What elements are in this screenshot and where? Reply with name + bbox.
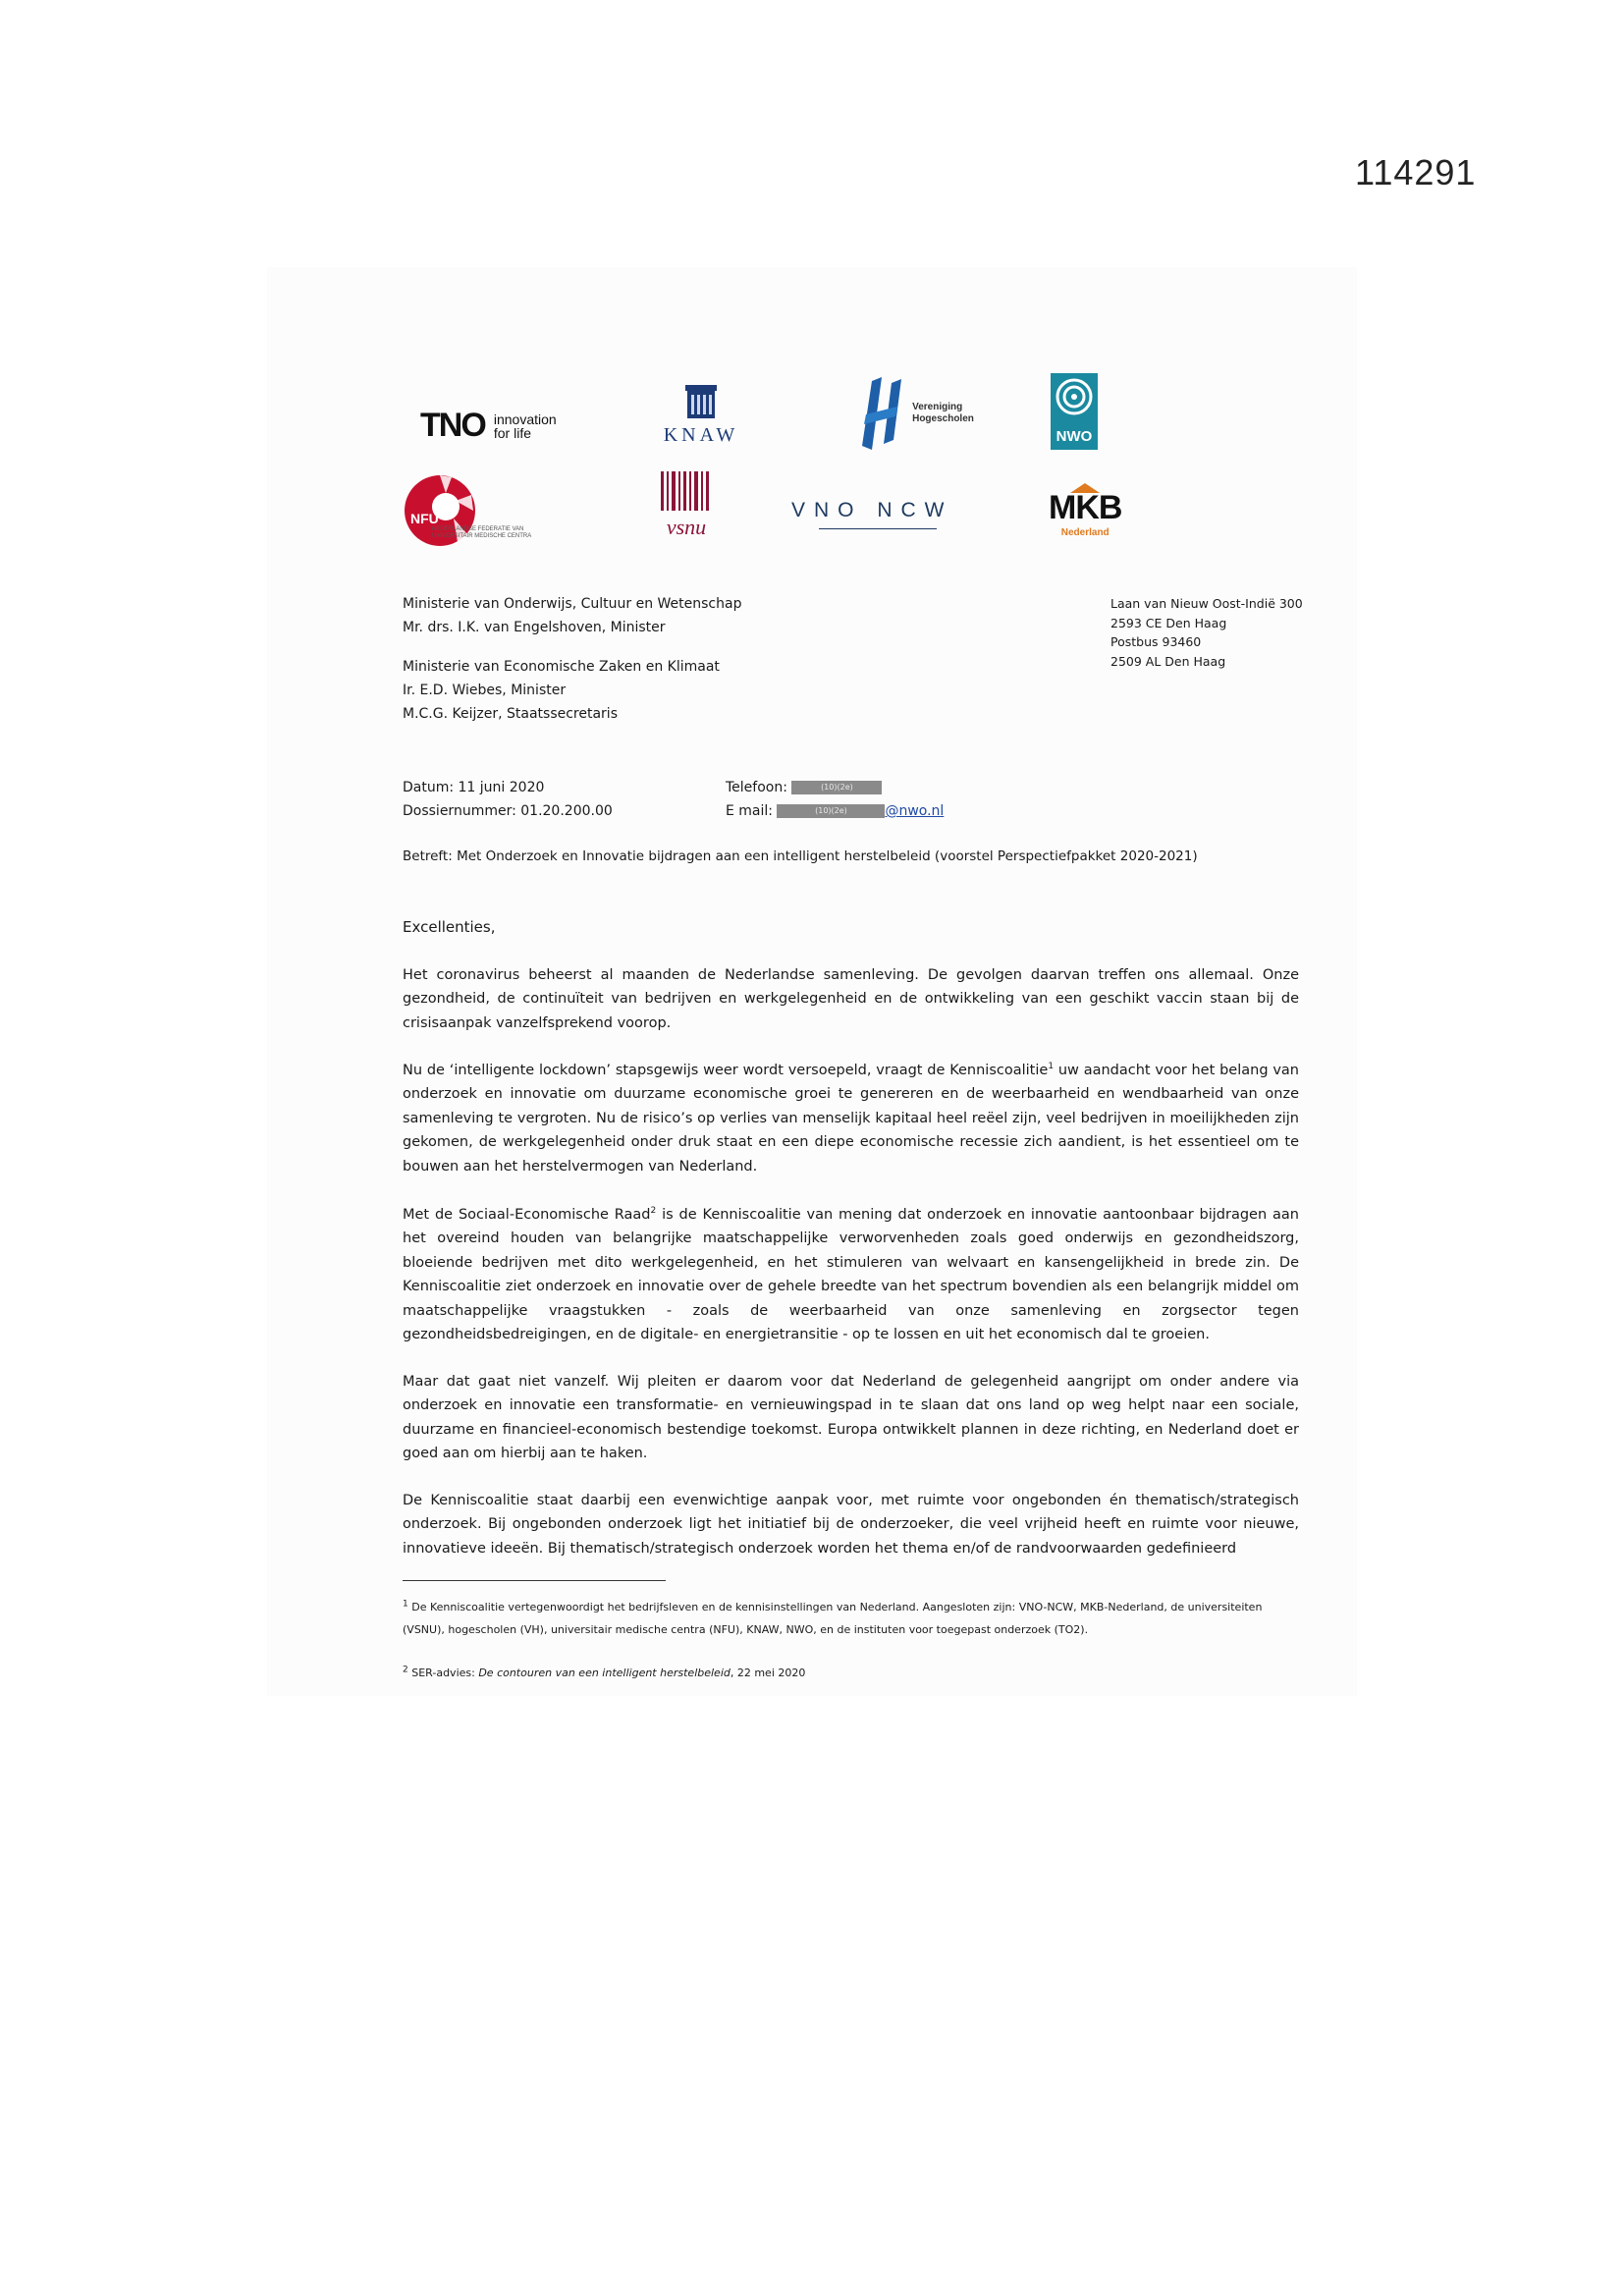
- nwo-swirl-icon: [1051, 373, 1098, 424]
- recipient-line: M.C.G. Keijzer, Staatssecretaris: [403, 706, 618, 722]
- nfu-mark: NFU: [410, 511, 439, 526]
- vno-ncw-logo: [791, 499, 953, 529]
- sender-address: [1110, 594, 1303, 671]
- date-line: Datum: 11 juni 2020: [403, 780, 545, 795]
- address-line: Laan van Nieuw Oost-Indië 300: [1110, 596, 1303, 611]
- tno-mark: TNO: [420, 407, 485, 444]
- nwo-label: NWO: [1056, 428, 1093, 445]
- address-line: Postbus 93460: [1110, 634, 1202, 649]
- vh-h-icon: [858, 377, 903, 450]
- vh-line-1: Vereniging: [912, 402, 963, 412]
- footnote-text: De Kenniscoalitie vertegenwoordigt het bedrijfsleven en de kennisinstellingen van Nederland. Aangesloten zijn: VNO-NCW, MKB-Nederland, de universiteiten (VSNU), hogescholen (VH), universitair medische centra (NFU), KNAW, NWO, en de instituten voor toegepast onderzoek (TO2).: [403, 1601, 1263, 1636]
- mkb-logo: [1049, 483, 1121, 538]
- footnote-mark: 1: [403, 1599, 408, 1610]
- document-number: 114291: [1355, 152, 1477, 192]
- recipient-line: Ir. E.D. Wiebes, Minister: [403, 683, 567, 698]
- nfu-line-2: UNIVERSITAIR MEDISCHE CENTRA: [432, 533, 532, 539]
- body-paragraph-4: [403, 1370, 1299, 1466]
- recipient-line: Mr. drs. I.K. van Engelshoven, Minister: [403, 620, 666, 635]
- vh-line-2: Hogescholen: [912, 413, 974, 424]
- footnote-2: [403, 1662, 1299, 1684]
- footnote-ref-1: 1: [1048, 1062, 1055, 1072]
- footnote-text: SER-advies:: [411, 1667, 479, 1679]
- vsnu-logo: [656, 471, 717, 540]
- phone-redaction: (10)(2e): [791, 781, 882, 794]
- paragraph-text: De Kenniscoalitie staat daarbij een evenwichtige aanpak voor, met ruimte voor ongebonden én thematisch/strategisch onderzoek. Bij ongebonden onderzoek ligt het initiatief bij de onderzoeker, die veel vrijheid heeft en ruimte voor nieuwe, innovatieve ideeën. Bij thematisch/strategisch onderzoek worden het thema en/of de randvoorwaarden gedefinieerd: [403, 1493, 1299, 1557]
- nfu-line-1: NEDERLANDSE FEDERATIE VAN: [432, 526, 524, 532]
- subject-line: Betreft: Met Onderzoek en Innovatie bijdragen aan een intelligent herstelbeleid (voorstel Perspectiefpakket 2020-2021): [403, 848, 1198, 864]
- salutation: Excellenties,: [403, 918, 496, 936]
- email-label: E mail:: [726, 803, 774, 819]
- paragraph-text-part: Nu de ‘intelligente lockdown’ stapsgewijs weer wordt versoepeld, vraagt de Kenniscoalitie: [403, 1063, 1049, 1078]
- vno-ncw-underline: [819, 528, 937, 529]
- vsnu-label: vsnu: [666, 515, 707, 539]
- footnote-text: , 22 mei 2020: [730, 1667, 806, 1679]
- email-redaction: (10)(2e): [777, 804, 885, 818]
- email-link[interactable]: @nwo.nl: [885, 803, 945, 819]
- footnote-separator: [403, 1580, 666, 1581]
- paragraph-text-part: is de Kenniscoalitie van mening dat onderzoek en innovatie aantoonbaar bijdragen aan het overeind houden van belangrijke maatschappelijke verworvenheden zoals goed onderwijs en gezondheidszorg, bloeiende bedrijven met dito werkgelegenheid, en het stimuleren van welvaart en kansengelijkheid in brede zin. De Kenniscoalitie ziet onderzoek en innovatie over de gehele breedte van het spectrum bovendien als een belangrijk middel om maatschappelijke vraagstukken - zoals de weerbaarheid van onze samenleving en zorgsector tegen gezondheidsbedreigingen, en de digitale- en energietransitie - op te lossen en uit het economisch dal te groeien.: [403, 1207, 1299, 1343]
- email-line: [726, 799, 944, 823]
- paragraph-text: Het coronavirus beheerst al maanden de Nederlandse samenleving. De gevolgen daarvan treffen ons allemaal. Onze gezondheid, de continuïteit van bedrijven en werkgelegenheid en de ontwikkeling van een geschikt vaccin staan bij de crisisaanpak vanzelfsprekend voorop.: [403, 967, 1299, 1031]
- tno-tagline-2: for life: [493, 425, 531, 441]
- address-line: 2509 AL Den Haag: [1110, 653, 1226, 669]
- vsnu-barcode-icon: [659, 471, 714, 511]
- vno-ncw-label: VNO NCW: [791, 499, 953, 521]
- phone-label: Telefoon:: [726, 780, 787, 795]
- nfu-logo: [403, 473, 532, 548]
- paragraph-text: Maar dat gaat niet vanzelf. Wij pleiten er daarom voor dat Nederland de gelegenheid aangrijpt om onder andere via onderzoek en innovatie een transformatie- en vernieuwingspad in te slaan dat ons land op weg helpt naar een sociale, duurzame en financieel-economisch bestendige toekomst. Europa ontwikkelt plannen in deze richting, en Nederland doet er goed aan om hierbij aan te haken.: [403, 1374, 1299, 1462]
- nwo-logo: [1051, 373, 1098, 450]
- address-line: 2593 CE Den Haag: [1110, 615, 1227, 630]
- footnote-source-title: De contouren van een intelligent herstelbeleid: [478, 1667, 731, 1679]
- knaw-building-icon: [681, 383, 721, 420]
- paragraph-text: [403, 1059, 1299, 1178]
- footnote-ref-2: 2: [650, 1206, 657, 1217]
- dossier-line: Dossiernummer: 01.20.200.00: [403, 803, 613, 819]
- recipient-line: Ministerie van Economische Zaken en Klimaat: [403, 659, 720, 675]
- phone-line: [726, 776, 944, 799]
- body-paragraph-1: [403, 963, 1299, 1035]
- body-paragraph-3: [403, 1203, 1299, 1346]
- mkb-sub-label: Nederland: [1060, 527, 1110, 538]
- tno-logo: [420, 407, 557, 445]
- letter-meta-left: [403, 776, 613, 823]
- footnote-1: [403, 1596, 1299, 1641]
- mkb-label: MKB: [1049, 489, 1122, 526]
- knaw-logo: [662, 383, 740, 447]
- letter-meta-right: [726, 776, 944, 823]
- body-paragraph-5: [403, 1489, 1299, 1560]
- vh-logo: [858, 377, 974, 450]
- paragraph-text: [403, 1203, 1299, 1346]
- body-paragraph-2: [403, 1059, 1299, 1178]
- paragraph-text-part: uw aandacht voor het belang van onderzoek en innovatie om duurzame economische groei te genereren en de weerbaarheid en wendbaarheid van onze samenleving te vergroten. Nu de risico’s op verlies van menselijk kapitaal heel reëel zijn, veel bedrijven in moeilijkheden zijn gekomen, de werkgelegenheid onder druk staat en een diepe economische recessie zich aandient, is het essentieel om te bouwen aan het herstelvermogen van Nederland.: [403, 1063, 1299, 1175]
- knaw-label: KNAW: [663, 424, 739, 446]
- tno-tagline-1: innovation: [493, 411, 557, 427]
- paragraph-text-part: Met de Sociaal-Economische Raad: [403, 1207, 651, 1223]
- recipient-line: Ministerie van Onderwijs, Cultuur en Wetenschap: [403, 596, 742, 612]
- footnote-mark: 2: [403, 1665, 408, 1675]
